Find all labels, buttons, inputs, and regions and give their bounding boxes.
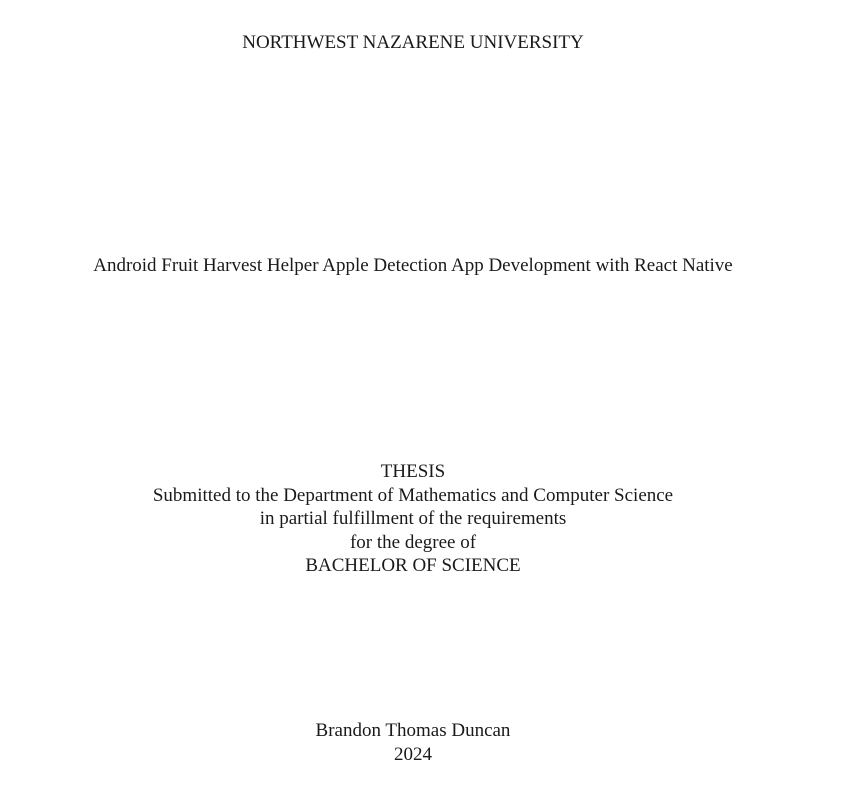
submission-line-degree-intro: for the degree of	[349, 531, 477, 553]
submission-statement	[0, 460, 826, 578]
author-name: Brandon Thomas Duncan	[315, 720, 511, 741]
university-name: NORTHWEST NAZARENE UNIVERSITY	[242, 32, 584, 53]
thesis-title: Android Fruit Harvest Helper Apple Detection App Development with React Native	[93, 255, 733, 276]
document-type: THESIS	[380, 461, 446, 482]
author-block	[0, 719, 826, 767]
submission-line-department: Submitted to the Department of Mathematics and Computer Science	[152, 484, 674, 506]
degree-name: BACHELOR OF SCIENCE	[305, 555, 521, 576]
submission-line-requirements: in partial fulfillment of the requirements	[259, 508, 567, 529]
publication-year: 2024	[394, 744, 432, 765]
